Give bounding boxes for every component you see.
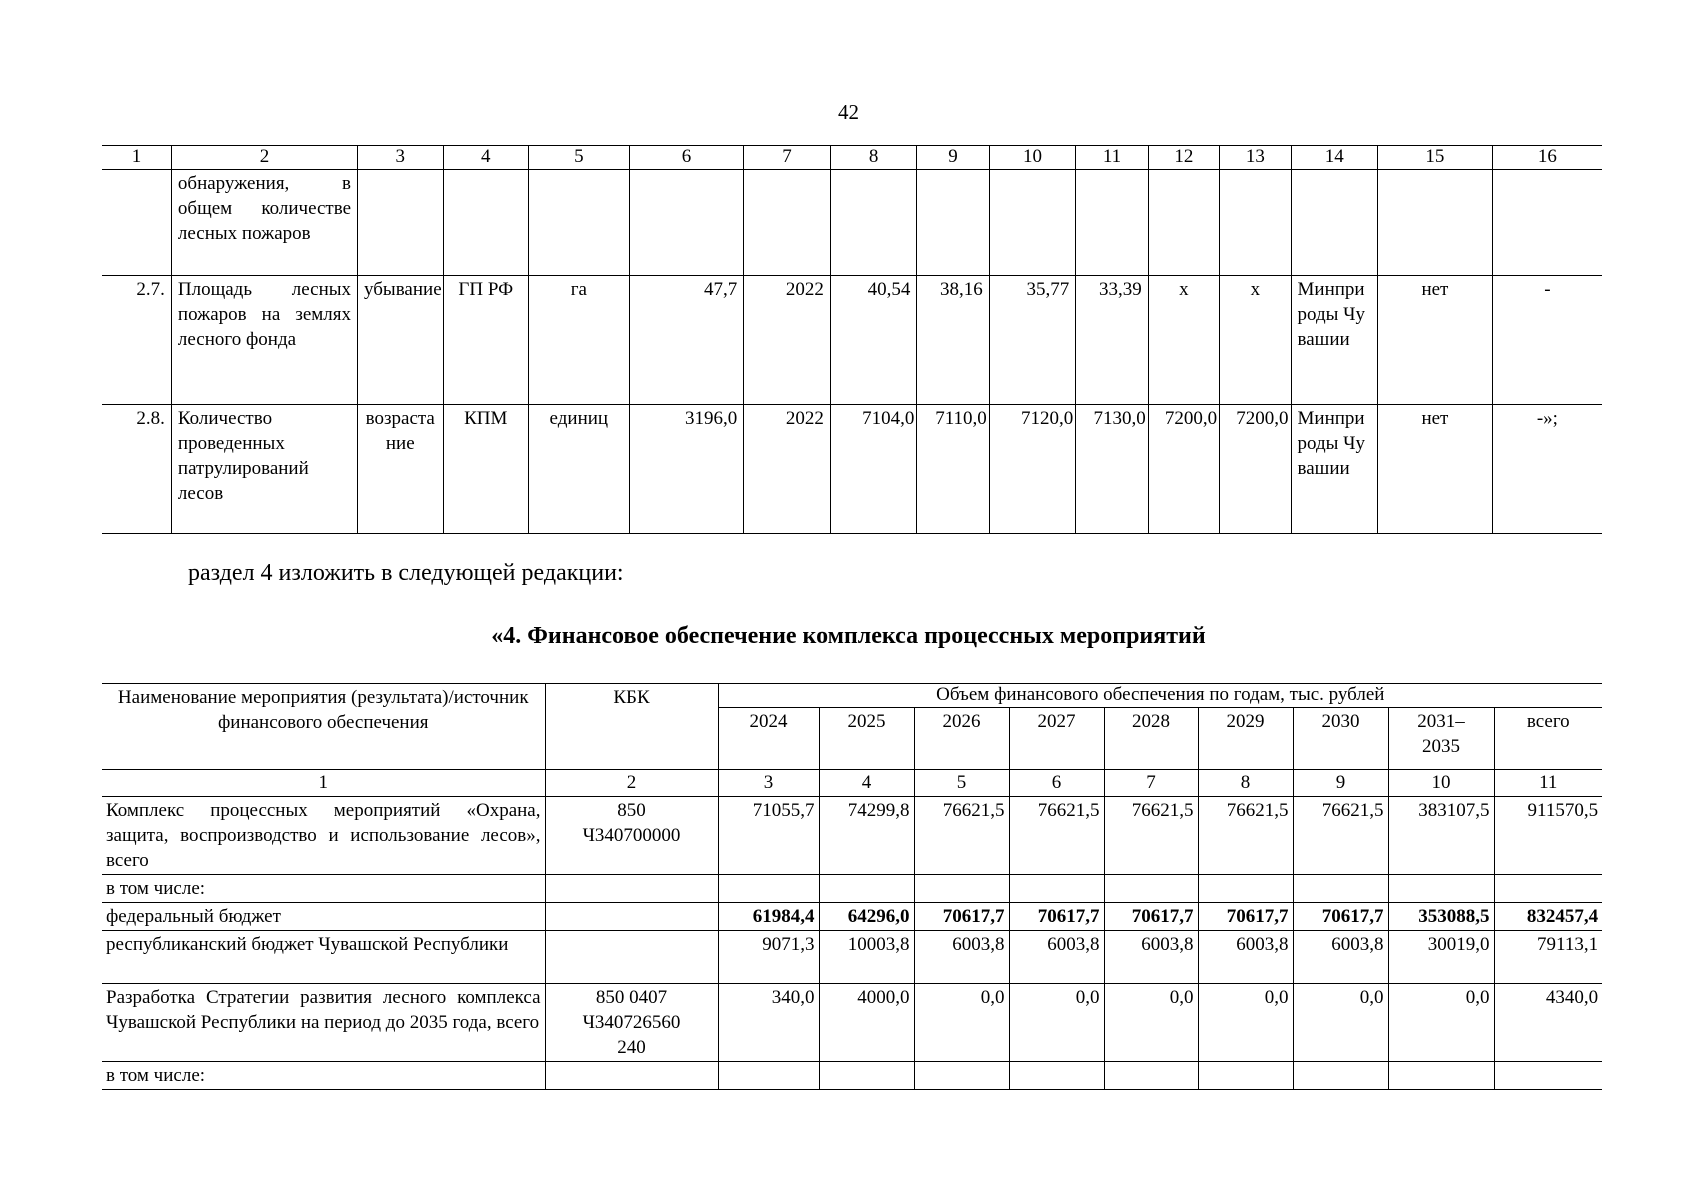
trend: возрастание — [358, 405, 444, 534]
value-cell: 76621,5 — [1104, 797, 1198, 875]
col-number: 7 — [744, 146, 831, 170]
indicator-name: Количество проведенных патрулирований лесов — [171, 405, 357, 534]
col-number: 9 — [917, 146, 989, 170]
col-number: 6 — [629, 146, 744, 170]
measure-name: в том числе: — [102, 875, 545, 903]
value-cell: 6003,8 — [1009, 931, 1104, 984]
col-number: 8 — [830, 146, 917, 170]
col-number: 14 — [1291, 146, 1378, 170]
col-number: 1 — [102, 770, 545, 797]
col-number: 12 — [1148, 146, 1219, 170]
table-row — [102, 875, 1602, 903]
row-number — [102, 170, 171, 276]
table-row — [102, 276, 1602, 405]
value-cell: 40,54 — [830, 276, 917, 405]
page-number: 42 — [838, 100, 859, 124]
year-header: 2030 — [1293, 708, 1388, 770]
year-header: 2027 — [1009, 708, 1104, 770]
col-number: 4 — [819, 770, 914, 797]
value-cell: 0,0 — [914, 984, 1009, 1062]
value-cell: х — [1148, 276, 1219, 405]
financing-table — [102, 683, 1602, 1090]
value-cell: 76621,5 — [1009, 797, 1104, 875]
header-row — [102, 684, 1602, 708]
value-cell: 832457,4 — [1494, 903, 1602, 931]
base-year: 2022 — [744, 276, 831, 405]
flag: нет — [1378, 405, 1493, 534]
value-cell: 61984,4 — [718, 903, 819, 931]
year-header: 2031–2035 — [1388, 708, 1494, 770]
measure-name: республиканский бюджет Чувашской Республики — [102, 931, 545, 984]
year-header: 2029 — [1198, 708, 1293, 770]
level: КПМ — [443, 405, 529, 534]
value-cell: 0,0 — [1293, 984, 1388, 1062]
col-number: 5 — [529, 146, 630, 170]
note: - — [1492, 276, 1602, 405]
col-number: 6 — [1009, 770, 1104, 797]
value-cell: 79113,1 — [1494, 931, 1602, 984]
value-cell: 7104,0 — [830, 405, 917, 534]
responsible: Минприроды Чувашии — [1291, 276, 1378, 405]
value-cell: 74299,8 — [819, 797, 914, 875]
value-cell: 35,77 — [989, 276, 1076, 405]
value-cell: 6003,8 — [1104, 931, 1198, 984]
value-cell: 7130,0 — [1076, 405, 1148, 534]
col-number: 15 — [1378, 146, 1493, 170]
value-cell: 4000,0 — [819, 984, 914, 1062]
value-cell: 6003,8 — [1293, 931, 1388, 984]
year-header: всего — [1494, 708, 1602, 770]
value-cell: 6003,8 — [914, 931, 1009, 984]
value-cell: 4340,0 — [1494, 984, 1602, 1062]
value-cell: 7200,0 — [1148, 405, 1219, 534]
header-name: Наименование мероприятия (результата)/источник финансового обеспечения — [102, 684, 545, 770]
value-cell: 70617,7 — [1198, 903, 1293, 931]
value-cell: 353088,5 — [1388, 903, 1494, 931]
table-row — [102, 170, 1602, 276]
measure-name: федеральный бюджет — [102, 903, 545, 931]
col-number: 10 — [989, 146, 1076, 170]
section-title: «4. Финансовое обеспечение комплекса процессных мероприятий — [491, 623, 1206, 649]
col-number: 5 — [914, 770, 1009, 797]
value-cell: 70617,7 — [1104, 903, 1198, 931]
unit: га — [529, 276, 630, 405]
header-volume: Объем финансового обеспечения по годам, тыс. рублей — [718, 684, 1602, 708]
value-cell: 76621,5 — [1198, 797, 1293, 875]
value-cell: 7110,0 — [917, 405, 989, 534]
value-cell: 70617,7 — [914, 903, 1009, 931]
col-number: 8 — [1198, 770, 1293, 797]
col-number: 1 — [102, 146, 171, 170]
value-cell: 0,0 — [1198, 984, 1293, 1062]
value-cell: 7120,0 — [989, 405, 1076, 534]
table-row — [102, 405, 1602, 534]
value-cell: 76621,5 — [1293, 797, 1388, 875]
value-cell: 38,16 — [917, 276, 989, 405]
value-cell: 10003,8 — [819, 931, 914, 984]
year-header: 2028 — [1104, 708, 1198, 770]
year-header: 2025 — [819, 708, 914, 770]
header-kbk: КБК — [545, 684, 718, 770]
col-number: 3 — [358, 146, 444, 170]
table-row — [102, 797, 1602, 875]
col-number: 7 — [1104, 770, 1198, 797]
value-cell: х — [1220, 276, 1291, 405]
value-cell: 70617,7 — [1293, 903, 1388, 931]
unit: единиц — [529, 405, 630, 534]
level: ГП РФ — [443, 276, 529, 405]
col-number: 13 — [1220, 146, 1291, 170]
value-cell: 64296,0 — [819, 903, 914, 931]
col-number: 11 — [1076, 146, 1148, 170]
row-number: 2.8. — [102, 405, 171, 534]
year-header: 2024 — [718, 708, 819, 770]
value-cell: 71055,7 — [718, 797, 819, 875]
table-row — [102, 984, 1602, 1062]
table-row — [102, 1062, 1602, 1090]
col-number: 2 — [545, 770, 718, 797]
measure-name: в том числе: — [102, 1062, 545, 1090]
indicator-name: Площадь лесных пожаров на землях лесного фонда — [171, 276, 357, 405]
indicators-table — [102, 145, 1602, 534]
value-cell: 911570,5 — [1494, 797, 1602, 875]
responsible: Минприроды Чувашии — [1291, 405, 1378, 534]
trend: убывание — [358, 276, 444, 405]
column-number-row — [102, 770, 1602, 797]
value-cell: 30019,0 — [1388, 931, 1494, 984]
table-row — [102, 931, 1602, 984]
col-number: 9 — [1293, 770, 1388, 797]
row-number: 2.7. — [102, 276, 171, 405]
flag: нет — [1378, 276, 1493, 405]
col-number: 10 — [1388, 770, 1494, 797]
kbk-code: 850 0407 Ч340726560 240 — [545, 984, 718, 1062]
value-cell: 0,0 — [1388, 984, 1494, 1062]
value-cell: 340,0 — [718, 984, 819, 1062]
col-number: 16 — [1492, 146, 1602, 170]
col-number: 4 — [443, 146, 529, 170]
base-value: 47,7 — [629, 276, 744, 405]
col-number: 2 — [171, 146, 357, 170]
value-cell: 9071,3 — [718, 931, 819, 984]
value-cell: 0,0 — [1104, 984, 1198, 1062]
measure-name: Разработка Стратегии развития лесного комплекса Чувашской Республики на период до 2035 года, всего — [102, 984, 545, 1062]
value-cell: 0,0 — [1009, 984, 1104, 1062]
value-cell: 76621,5 — [914, 797, 1009, 875]
base-value: 3196,0 — [629, 405, 744, 534]
year-header: 2026 — [914, 708, 1009, 770]
note: -»; — [1492, 405, 1602, 534]
table-row — [102, 903, 1602, 931]
value-cell: 7200,0 — [1220, 405, 1291, 534]
value-cell: 383107,5 — [1388, 797, 1494, 875]
value-cell: 33,39 — [1076, 276, 1148, 405]
kbk-code: 850 Ч340700000 — [545, 797, 718, 875]
measure-name: Комплекс процессных мероприятий «Охрана, защита, воспроизводство и использование лесов», всего — [102, 797, 545, 875]
col-number: 3 — [718, 770, 819, 797]
lead-text: раздел 4 изложить в следующей редакции: — [188, 560, 624, 586]
value-cell: 70617,7 — [1009, 903, 1104, 931]
column-number-row — [102, 146, 1602, 170]
value-cell: 6003,8 — [1198, 931, 1293, 984]
base-year: 2022 — [744, 405, 831, 534]
indicator-name: обнаружения, в общем количестве лесных пожаров — [171, 170, 357, 276]
col-number: 11 — [1494, 770, 1602, 797]
